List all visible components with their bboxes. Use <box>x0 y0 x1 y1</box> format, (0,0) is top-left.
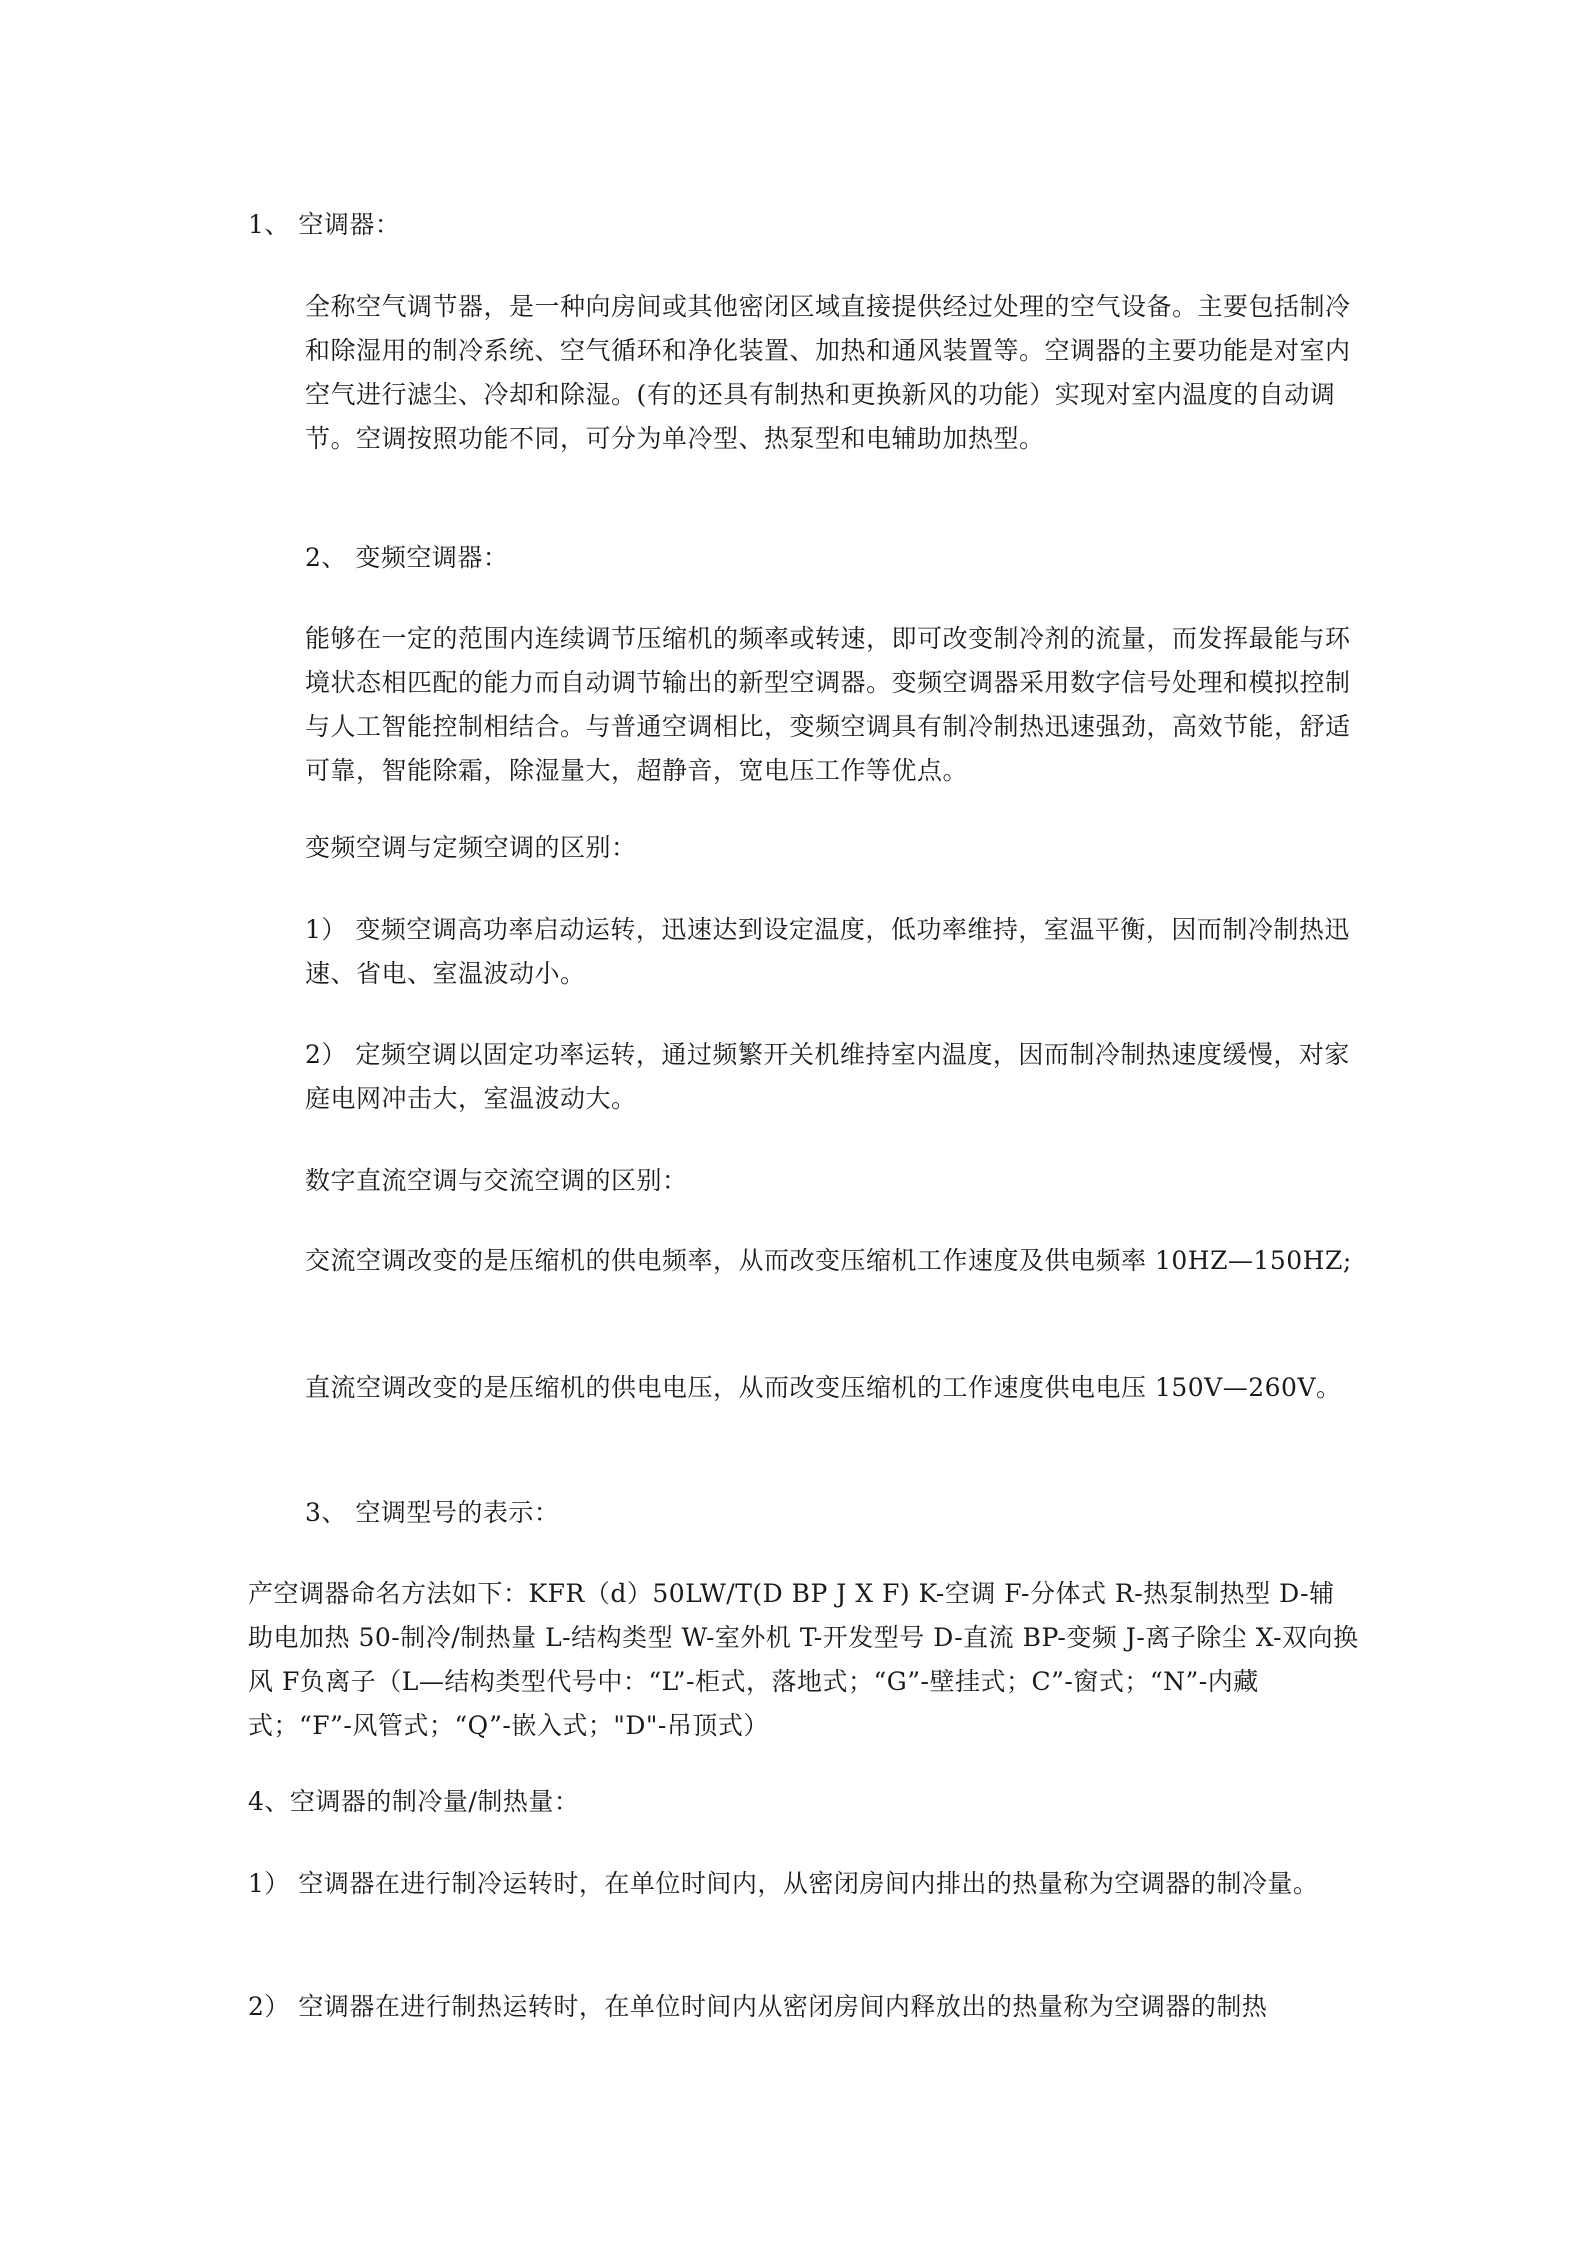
section-2-heading: 2、 变频空调器： <box>305 543 509 572</box>
ac-description: 交流空调改变的是压缩机的供电频率，从而改变压缩机工作速度及供电频率 10HZ—150HZ; <box>305 1246 1352 1275</box>
section-3-heading: 3、 空调型号的表示： <box>305 1498 560 1527</box>
section-4-item-1: 1） 空调器在进行制冷运转时，在单位时间内，从密闭房间内排出的热量称为空调器的制冷量。 <box>248 1869 1319 1898</box>
inverter-vs-fixed-item-2: 2） 定频空调以固定功率运转，通过频繁开关机维持室内温度，因而制冷制热速度缓慢，对家庭电网冲击大，室温波动大。 <box>305 1040 1350 1113</box>
section-1-body: 全称空气调节器，是一种向房间或其他密闭区域直接提供经过处理的空气设备。主要包括制冷和除湿用的制冷系统、空气循环和净化装置、加热和通风装置等。空调器的主要功能是对室内空气进行滤尘、冷却和除湿。(有的还具有制热和更换新风的功能）实现对室内温度的自动调节。空调按照功能不同，可分为单冷型、热泵型和电辅助加热型。 <box>305 292 1351 453</box>
section-2-body: 能够在一定的范围内连续调节压缩机的频率或转速，即可改变制冷剂的流量，而发挥最能与环境状态相匹配的能力而自动调节输出的新型空调器。变频空调器采用数字信号处理和模拟控制与人工智能控制相结合。与普通空调相比，变频空调具有制冷制热迅速强劲，高效节能，舒适可靠，智能除霜，除湿量大，超静音，宽电压工作等优点。 <box>305 624 1351 785</box>
section-3-body: 产空调器命名方法如下：KFR（d）50LW/T(D BP J X F) K-空调 F-分体式 R-热泵制热型 D-辅助电加热 50-制冷/制热量 L-结构类型 W-室外机 T-开发型号 D-直流 BP-变频 J-离子除尘 X-双向换风 F负离子（L—结构类型代号中：“L”-柜式，落地式；“G”-壁挂式；C”-窗式；“N”-内藏式；“F”-风管式；“Q”-嵌入式；"D"-吊顶式） <box>248 1579 1359 1740</box>
section-4-heading: 4、空调器的制冷量/制热量： <box>248 1787 580 1816</box>
section-1-heading: 1、 空调器： <box>248 210 401 239</box>
section-4-item-2: 2） 空调器在进行制热运转时，在单位时间内从密闭房间内释放出的热量称为空调器的制热 <box>248 1992 1268 2021</box>
inverter-vs-fixed-item-1: 1） 变频空调高功率启动运转，迅速达到设定温度，低功率维持，室温平衡，因而制冷制热迅速、省电、室温波动小。 <box>305 915 1350 988</box>
dc-vs-ac-heading: 数字直流空调与交流空调的区别： <box>305 1166 688 1195</box>
inverter-vs-fixed-heading: 变频空调与定频空调的区别： <box>305 833 637 862</box>
dc-description: 直流空调改变的是压缩机的供电电压，从而改变压缩机的工作速度供电电压 150V—260V。 <box>305 1373 1342 1402</box>
